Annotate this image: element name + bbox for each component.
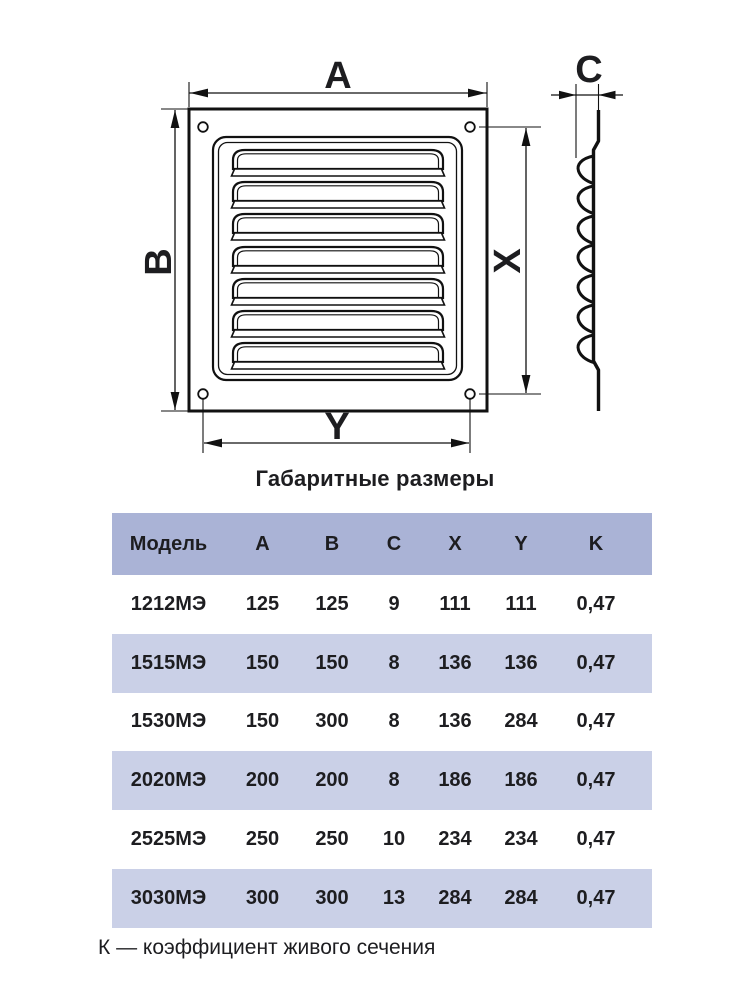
front-view (189, 109, 487, 411)
louver-profile (578, 305, 593, 333)
value-cell-a: 300 (245, 886, 280, 909)
value-cell-c: 9 (388, 592, 400, 615)
column-header-k: K (588, 532, 604, 555)
dimension-a (189, 55, 487, 107)
value-cell-b: 125 (315, 592, 349, 615)
value-cell-y: 136 (504, 651, 538, 674)
arrowhead-left (204, 439, 222, 448)
footnote-k-definition: К — коэффициент живого сечения (98, 936, 436, 959)
value-cell-k: 0,47 (576, 886, 616, 909)
arrowhead-down (522, 375, 531, 393)
value-cell-y: 284 (504, 710, 538, 733)
dimension-label-c: C (575, 49, 603, 91)
section-title: Габаритные размеры (255, 466, 495, 491)
louver (232, 150, 445, 176)
value-cell-x: 284 (438, 886, 472, 909)
louver (232, 214, 445, 240)
dimensions-table (112, 513, 652, 928)
louver (232, 247, 445, 273)
dimension-label-x: X (487, 248, 529, 274)
model-cell: 2020МЭ (130, 769, 207, 792)
value-cell-a: 125 (245, 592, 280, 615)
value-cell-y: 186 (504, 769, 538, 792)
model-cell: 1515МЭ (130, 651, 207, 674)
arrowhead-up (522, 128, 531, 146)
arrowhead-left (190, 89, 208, 98)
screw-hole (198, 122, 208, 132)
value-cell-b: 300 (315, 710, 349, 733)
dimension-label-b: B (138, 248, 180, 276)
grille-technical-drawing (0, 0, 750, 460)
side-view (578, 110, 598, 411)
value-cell-k: 0,47 (576, 828, 616, 851)
value-cell-c: 8 (388, 710, 400, 733)
table-row (112, 634, 652, 693)
table-row (112, 751, 652, 810)
table-row (112, 575, 652, 634)
louver-profile (578, 335, 593, 363)
value-cell-x: 136 (438, 651, 472, 674)
table-row (112, 810, 652, 869)
value-cell-b: 150 (315, 651, 349, 674)
value-cell-c: 8 (388, 769, 400, 792)
dimension-c (551, 49, 623, 158)
value-cell-a: 150 (245, 710, 280, 733)
value-cell-y: 284 (504, 886, 538, 909)
column-header-b: B (324, 532, 340, 555)
value-cell-c: 8 (388, 651, 400, 674)
column-header-model: Модель (129, 532, 208, 555)
louver-profile (578, 186, 593, 214)
value-cell-c: 10 (382, 828, 406, 851)
value-cell-b: 250 (315, 828, 349, 851)
screw-hole (198, 389, 208, 399)
value-cell-x: 234 (438, 828, 472, 851)
value-cell-x: 111 (439, 592, 471, 615)
screw-hole (465, 389, 475, 399)
arrowhead-right (559, 91, 576, 99)
column-header-c: C (386, 532, 402, 555)
column-header-y: Y (514, 532, 528, 555)
arrowhead-up (171, 110, 180, 128)
value-cell-y: 234 (504, 828, 538, 851)
dimension-label-a: A (324, 55, 352, 97)
column-header-x: X (448, 532, 462, 555)
model-cell: 1530МЭ (130, 710, 207, 733)
table-row (112, 869, 652, 928)
louver-profile (578, 216, 593, 244)
louver (232, 279, 445, 305)
value-cell-k: 0,47 (576, 592, 616, 615)
arrowhead-left (599, 91, 616, 99)
value-cell-k: 0,47 (576, 651, 616, 674)
value-cell-k: 0,47 (576, 769, 616, 792)
dimension-label-y: Y (324, 406, 350, 448)
value-cell-k: 0,47 (576, 710, 616, 733)
arrowhead-right (468, 89, 486, 98)
table-row (112, 693, 652, 752)
table-header-row (112, 513, 652, 575)
model-cell: 3030МЭ (130, 886, 207, 909)
value-cell-x: 186 (438, 769, 472, 792)
arrowhead-right (451, 439, 469, 448)
louver-profile (578, 156, 593, 184)
louver-profile (578, 245, 593, 273)
value-cell-b: 300 (315, 886, 349, 909)
louver (232, 311, 445, 337)
value-cell-a: 200 (245, 769, 280, 792)
dimension-b (138, 109, 190, 411)
model-cell: 1212МЭ (130, 592, 207, 615)
value-cell-c: 13 (382, 886, 406, 909)
model-cell: 2525МЭ (130, 828, 207, 851)
value-cell-y: 111 (505, 592, 537, 615)
value-cell-x: 136 (438, 710, 472, 733)
value-cell-a: 250 (245, 828, 280, 851)
value-cell-a: 150 (245, 651, 280, 674)
louver (232, 182, 445, 208)
screw-hole (465, 122, 475, 132)
column-header-a: A (255, 532, 270, 555)
louver (232, 343, 445, 369)
louver-profile (578, 275, 593, 303)
value-cell-b: 200 (315, 769, 349, 792)
arrowhead-down (171, 392, 180, 410)
